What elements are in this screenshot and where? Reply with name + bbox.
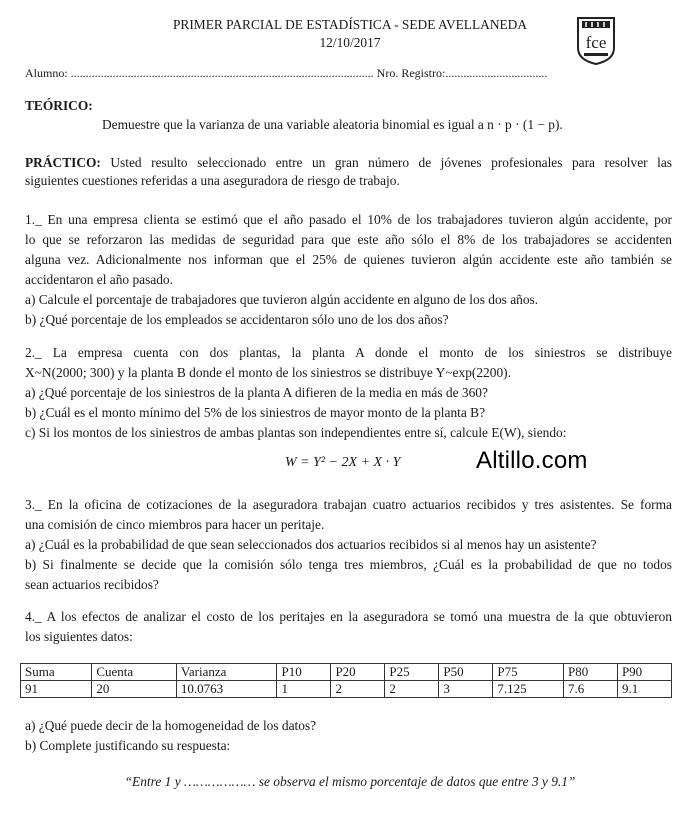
question-4-parts xyxy=(25,716,316,756)
table-header-cell: Suma xyxy=(21,664,92,681)
table-header-row xyxy=(21,664,672,681)
table-header-cell: P25 xyxy=(385,664,439,681)
table-cell: 9.1 xyxy=(617,681,671,698)
q3-line2: una comisión de cinco miembros para hacer un peritaje. xyxy=(25,517,325,532)
exam-title: PRIMER PARCIAL DE ESTADÍSTICA - SEDE AVELLANEDA xyxy=(172,17,528,32)
question-4 xyxy=(25,607,672,647)
university-logo xyxy=(576,16,616,66)
question-3 xyxy=(25,495,672,595)
exam-date: 12/10/2017 xyxy=(319,35,381,50)
table-header-cell: P75 xyxy=(493,664,564,681)
table-header-cell: P50 xyxy=(439,664,493,681)
teorico-heading: TEÓRICO: xyxy=(25,98,93,113)
question-1 xyxy=(25,210,672,330)
teorico-text: Demuestre que la varianza de una variable aleatoria binomial es igual a n · p · (1 − p). xyxy=(102,117,563,132)
q2-formula: W = Y² − 2X + X · Y xyxy=(285,455,401,470)
practico-line2: siguientes cuestiones referidas a una aseguradora de riesgo de trabajo. xyxy=(25,173,400,188)
table-cell: 3 xyxy=(439,681,493,698)
table-row xyxy=(21,681,672,698)
q1-b: b) ¿Qué porcentaje de los empleados se accidentaron sólo uno de los dos años? xyxy=(25,312,449,327)
table-cell: 2 xyxy=(331,681,385,698)
table-header-cell: P20 xyxy=(331,664,385,681)
q2-b: b) ¿Cuál es el monto mínimo del 5% de los siniestros de mayor monto de la planta B? xyxy=(25,405,486,420)
table-cell: 7.6 xyxy=(563,681,617,698)
q2-line1: 2._ La empresa cuenta con dos plantas, la planta A donde el monto de los siniestros se distribuye xyxy=(25,345,672,360)
q1-line: lo que se reforzaron las medidas de seguridad para que este año sólo el 8% de los trabajadores se accidenten xyxy=(25,232,672,247)
q4-b: b) Complete justificando su respuesta: xyxy=(25,738,231,753)
table-cell: 91 xyxy=(21,681,92,698)
q4-line1: 4._ A los efectos de analizar el costo de los peritajes en la aseguradora se tomó una muestra de la que obtuvieron xyxy=(25,609,672,624)
q4-line2: los siguientes datos: xyxy=(25,629,133,644)
alumno-line: Alumno: ..................................................................................................... Nro. Registro:.................................. xyxy=(25,66,548,80)
q4-a: a) ¿Qué puede decir de la homogeneidad de los datos? xyxy=(25,718,317,733)
table-cell: 2 xyxy=(385,681,439,698)
q3-line1: 3._ En la oficina de cotizaciones de la aseguradora trabajan cuatro actuarios recibidos y tres asistentes. Se forma xyxy=(25,497,672,512)
table-header-cell: P80 xyxy=(563,664,617,681)
table-header-cell: P90 xyxy=(617,664,671,681)
logo-text: fce xyxy=(585,33,607,52)
q2-c: c) Si los montos de los siniestros de ambas plantas son independientes entre sí, calcule E(W), siendo: xyxy=(25,425,567,440)
table-cell: 10.0763 xyxy=(176,681,277,698)
q3-b1: b) Si finalmente se decide que la comisión sólo tenga tres miembros, ¿Cuál es la probabilidad de que no todos xyxy=(25,557,672,572)
practico-line1: Usted resulto seleccionado entre un gran número de jóvenes profesionales para resolver las xyxy=(110,155,672,170)
table-cell: 20 xyxy=(92,681,177,698)
q1-line: accidentaron el año pasado. xyxy=(25,272,173,287)
table-cell: 7.125 xyxy=(493,681,564,698)
q1-line: alguna vez. Adicionalmente nos informan que el 25% de quienes tuvieron algún accidente este año también se xyxy=(25,252,672,267)
data-table xyxy=(20,663,672,698)
q2-line2: X~N(2000; 300) y la planta B donde el monto de los siniestros se distribuye Y~exp(2200). xyxy=(25,365,511,380)
table-header-cell: Varianza xyxy=(176,664,277,681)
q3-a: a) ¿Cuál es la probabilidad de que sean seleccionados dos actuarios recibidos si al menos hay un asistente? xyxy=(25,537,597,552)
watermark: Altillo.com xyxy=(476,447,588,474)
q2-a: a) ¿Qué porcentaje de los siniestros de la planta A difieren de la media en más de 360? xyxy=(25,385,488,400)
question-2 xyxy=(25,343,672,443)
q4-quote: “Entre 1 y ……………… se observa el mismo porcentaje de datos que entre 3 y 9.1” xyxy=(124,774,576,789)
q1-line: 1._ En una empresa clienta se estimó que el año pasado el 10% de los trabajadores tuvieron algún accidente, por xyxy=(25,212,672,227)
practico-intro xyxy=(25,155,672,189)
q1-a: a) Calcule el porcentaje de trabajadores que tuvieron algún accidente en alguno de los dos años. xyxy=(25,292,539,307)
practico-heading: PRÁCTICO: xyxy=(25,155,101,170)
table-header-cell: P10 xyxy=(277,664,331,681)
table-header-cell: Cuenta xyxy=(92,664,177,681)
q3-b2: sean actuarios recibidos? xyxy=(25,577,159,592)
table-cell: 1 xyxy=(277,681,331,698)
